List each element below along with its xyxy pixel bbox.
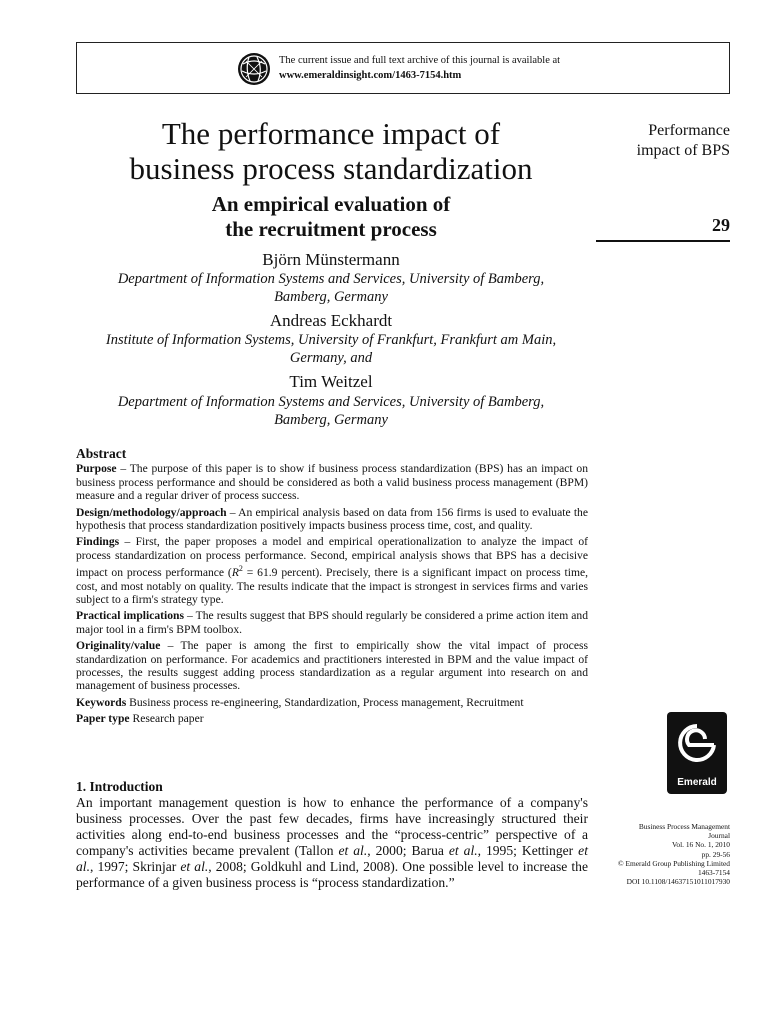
globe-icon	[237, 52, 271, 86]
author-name: Björn Münstermann	[262, 250, 400, 269]
author-affiliation: Department of Information Systems and Services, University of Bamberg, Bamberg, Germany	[117, 271, 545, 305]
abstract-originality: Originality/value – The paper is among the first to empirically show the vital impact of process standardization on performance. For academics and practitioners interested in BPM and the value impact of processes, the results suggest adding process standardization as a regular argument into research on and management of business processes.	[76, 639, 588, 693]
abstract-heading: Abstract	[76, 446, 127, 461]
running-head: Performance impact of BPS	[636, 122, 730, 159]
introduction-paragraph: An important management question is how to enhance the performance of a company's business processes. Over the past few decades, firms have increasingly structured their activities along end-to-end business processes and the “process-centric” perspective of a company's activities became prevalent (Tallon et al., 2000; Barua et al., 1995; Kettinger et al., 1997; Skrinjar et al., 2008; Goldkuhl and Lind, 2008). One possible level to increase the performance of a given business process is “process standardization.”	[76, 795, 589, 890]
page-number: 29	[712, 215, 730, 235]
journal-url[interactable]: www.emeraldinsight.com/1463-7154.htm	[279, 70, 462, 81]
paper-title	[76, 116, 586, 186]
abstract-section	[76, 447, 588, 729]
introduction-heading: 1. Introduction	[76, 779, 163, 794]
page-number-rule	[596, 240, 730, 242]
introduction-section	[76, 779, 588, 891]
author-affiliation: Institute of Information Systems, University of Frankfurt, Frankfurt am Main, Germany, and	[105, 332, 557, 366]
paper-subtitle	[76, 192, 586, 242]
subtitle-line-2: the recruitment process	[225, 217, 437, 241]
abstract-design: Design/methodology/approach – An empirical analysis based on data from 156 firms is used to evaluate the hypothesis that process standardization positively impacts business process time, cost, and quality.	[76, 505, 588, 533]
emerald-logo-text: Emerald	[677, 777, 717, 788]
subtitle-line-1: An empirical evaluation of	[211, 192, 451, 216]
abstract-practical: Practical implications – The results suggest that BPS should regularly be considered a prime action item and major tool in a firm's BPM toolbox.	[76, 609, 588, 636]
abstract-findings: Findings – First, the paper proposes a model and empirical operationalization to analyze the impact of process standardization on process performance. Second, empirical analysis shows that BPS has a decisive impact on process performance ($R^2 = 61.9$ percent). Precisely, there is a significant impact on process time, cost, and most notably on quality. The results indicate that the impact is strongest in services firms and varies subject to a firm's strategy type.	[76, 535, 589, 606]
emerald-logo	[667, 712, 727, 794]
journal-availability-box	[76, 42, 730, 94]
author-affiliation: Department of Information Systems and Services, University of Bamberg, Bamberg, Germany	[117, 394, 545, 428]
availability-text: The current issue and full text archive of this journal is available at	[279, 55, 561, 66]
abstract-keywords: Keywords Business process re-engineering, Standardization, Process management, Recruitment	[76, 695, 524, 709]
author-name: Andreas Eckhardt	[269, 311, 393, 330]
abstract-purpose: Purpose – The purpose of this paper is to show if business process standardization (BPS) has an impact on business process performance and should be considered as both a valid business process management (BPM) measure and a regular driver of process success.	[76, 462, 588, 503]
title-line-2: business process standardization	[129, 151, 533, 186]
emerald-logo-icon	[667, 712, 727, 774]
journal-citation-info: Business Process Management Journal Vol. 16 No. 1, 2010 pp. 29-56 © Emerald Group Publishing Limited 1463-7154 DOI 10.1108/14637151011017930	[618, 822, 730, 887]
abstract-paper-type: Paper type Research paper	[76, 712, 204, 726]
title-line-1: The performance impact of	[161, 116, 501, 151]
author-name: Tim Weitzel	[289, 372, 373, 391]
